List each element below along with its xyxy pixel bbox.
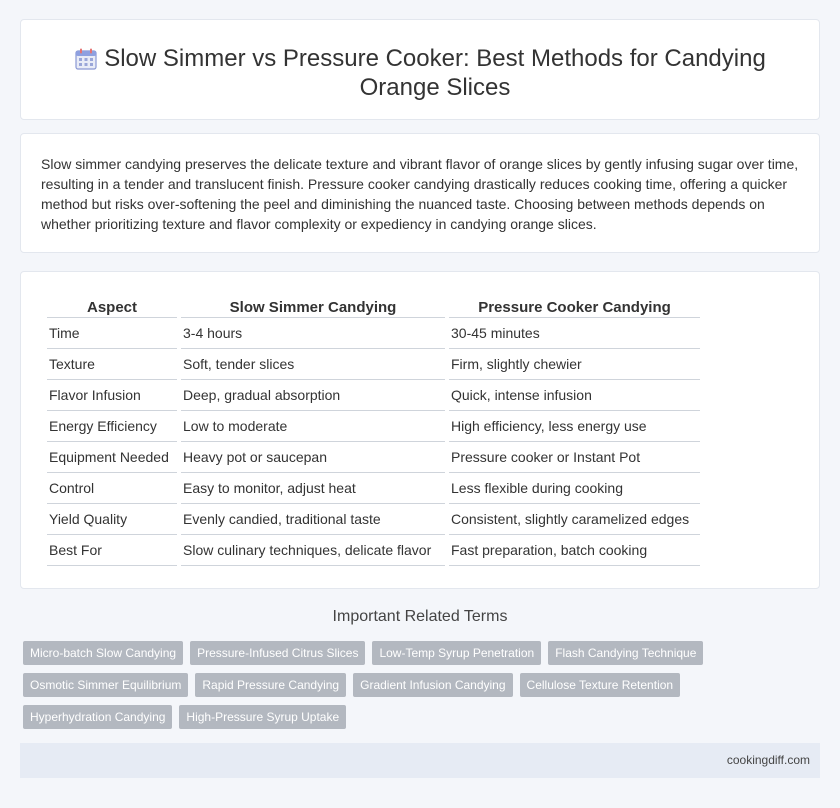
column-header-pressure-cooker: Pressure Cooker Candying	[449, 296, 700, 318]
title-card	[20, 19, 820, 120]
term-tag[interactable]: Pressure-Infused Citrus Slices	[190, 641, 365, 665]
term-tag[interactable]: Hyperhydration Candying	[23, 705, 172, 729]
table-cell: Fast preparation, batch cooking	[449, 535, 700, 566]
table-cell: Soft, tender slices	[181, 349, 445, 380]
comparison-table-card	[20, 271, 820, 589]
table-cell: Easy to monitor, adjust heat	[181, 473, 445, 504]
intro-text: Slow simmer candying preserves the delicate texture and vibrant flavor of orange slices by gently infusing sugar over time, resulting in a tender and translucent finish. Pressure cooker candying drastically reduces cooking time, offering a quicker method but risks over-softening the peel and diminishing the nuanced taste. Choosing between methods depends on whether prioritizing texture and flavor complexity or expediency in candying orange slices.	[41, 156, 799, 232]
term-tag[interactable]: Micro-batch Slow Candying	[23, 641, 183, 665]
table-cell: Time	[47, 318, 177, 349]
table-cell: Consistent, slightly caramelized edges	[449, 504, 700, 535]
table-cell: High efficiency, less energy use	[449, 411, 700, 442]
column-header-slow-simmer: Slow Simmer Candying	[181, 296, 445, 318]
table-row	[47, 473, 700, 504]
term-tag[interactable]: Cellulose Texture Retention	[520, 673, 681, 697]
table-row	[47, 535, 700, 566]
table-row	[47, 442, 700, 473]
term-tag[interactable]: Osmotic Simmer Equilibrium	[23, 673, 188, 697]
table-cell: Deep, gradual absorption	[181, 380, 445, 411]
table-cell: Heavy pot or saucepan	[181, 442, 445, 473]
term-tag[interactable]: High-Pressure Syrup Uptake	[179, 705, 346, 729]
table-cell: Flavor Infusion	[47, 380, 177, 411]
table-cell: Evenly candied, traditional taste	[181, 504, 445, 535]
table-cell: 3-4 hours	[181, 318, 445, 349]
related-terms-list	[23, 641, 723, 737]
table-cell: Yield Quality	[47, 504, 177, 535]
table-row	[47, 411, 700, 442]
table-cell: Less flexible during cooking	[449, 473, 700, 504]
column-header-aspect: Aspect	[47, 296, 177, 318]
table-cell: Quick, intense infusion	[449, 380, 700, 411]
term-tag[interactable]: Flash Candying Technique	[548, 641, 703, 665]
table-cell: Pressure cooker or Instant Pot	[449, 442, 700, 473]
table-row	[47, 349, 700, 380]
table-row	[47, 318, 700, 349]
table-cell: Best For	[47, 535, 177, 566]
table-cell: Equipment Needed	[47, 442, 177, 473]
table-cell: Slow culinary techniques, delicate flavor	[181, 535, 445, 566]
term-tag[interactable]: Low-Temp Syrup Penetration	[372, 641, 541, 665]
related-terms-heading: Important Related Terms	[332, 608, 508, 625]
table-cell: Texture	[47, 349, 177, 380]
term-tag[interactable]: Rapid Pressure Candying	[195, 673, 346, 697]
table-row	[47, 504, 700, 535]
page-title: Slow Simmer vs Pressure Cooker: Best Methods for Candying Orange Slices	[104, 45, 766, 101]
table-cell: 30-45 minutes	[449, 318, 700, 349]
footer	[20, 743, 820, 778]
table-row	[47, 380, 700, 411]
term-tag[interactable]: Gradient Infusion Candying	[353, 673, 512, 697]
table-cell: Low to moderate	[181, 411, 445, 442]
table-header-row	[47, 296, 700, 318]
footer-site-link[interactable]: cookingdiff.com	[726, 753, 810, 767]
comparison-table	[43, 296, 704, 566]
table-cell: Firm, slightly chewier	[449, 349, 700, 380]
table-cell: Energy Efficiency	[47, 411, 177, 442]
intro-card	[20, 133, 820, 253]
table-cell: Control	[47, 473, 177, 504]
